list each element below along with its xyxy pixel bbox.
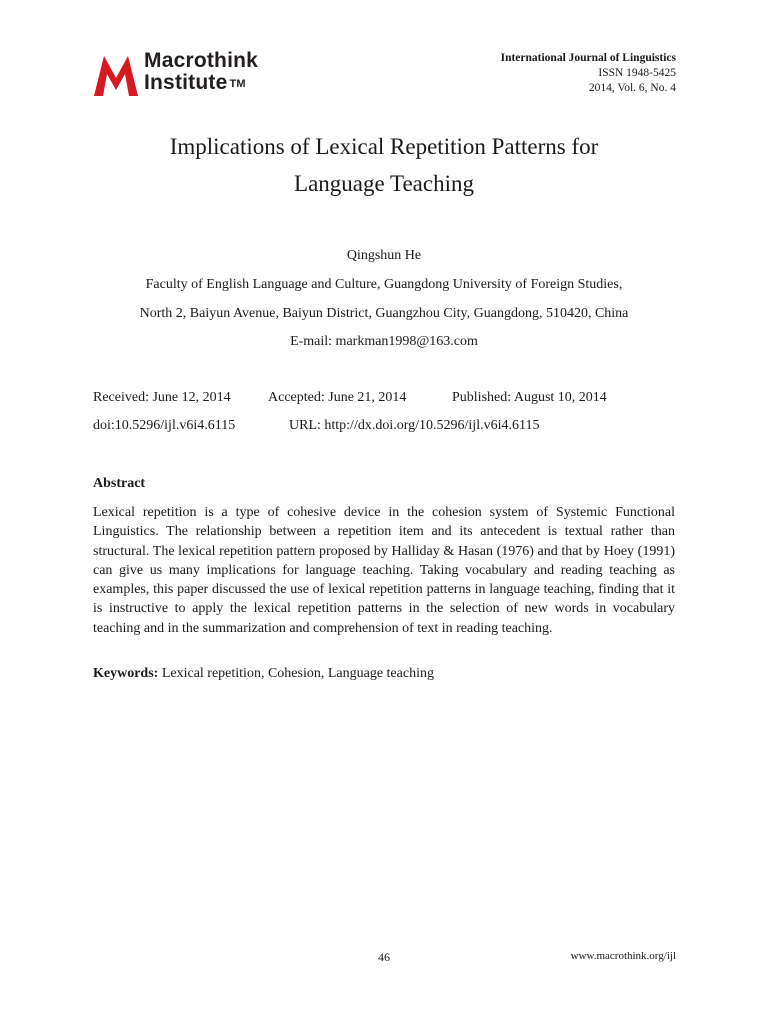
affiliation-line-1: Faculty of English Language and Culture, Guangdong University of Foreign Studies,: [145, 277, 623, 292]
keywords: [93, 666, 434, 682]
journal-info: [501, 51, 676, 96]
abstract-heading: Abstract: [93, 476, 146, 491]
title-line-2: Language Teaching: [294, 171, 474, 196]
keywords-label: Keywords:: [93, 666, 159, 681]
logo-line-2: Institute ™: [144, 71, 246, 94]
accepted-date: Accepted: June 21, 2014: [268, 390, 407, 405]
footer-url[interactable]: www.macrothink.org/ijl: [570, 950, 676, 962]
journal-name: International Journal of Linguistics: [500, 52, 676, 64]
author-email: E-mail: markman1998@163.com: [290, 334, 478, 349]
keywords-text: Lexical repetition, Cohesion, Language teaching: [161, 666, 434, 681]
journal-issue: 2014, Vol. 6, No. 4: [588, 82, 676, 94]
logo-wordmark: [144, 50, 258, 94]
received-date: Received: June 12, 2014: [93, 390, 231, 405]
title-line-1: Implications of Lexical Repetition Patterns for: [169, 134, 599, 159]
page-number: 46: [378, 950, 390, 964]
doi-url[interactable]: URL: http://dx.doi.org/10.5296/ijl.v6i4.6115: [289, 418, 540, 433]
trademark-mark: TM: [229, 78, 246, 90]
doi: doi:10.5296/ijl.v6i4.6115: [93, 418, 236, 433]
abstract-text: Lexical repetition is a type of cohesive device in the cohesion system of Systemic Functional Linguistics. The relationship between a repetition item and its antecedent is textual rather than structural. The lexical repetition pattern proposed by Halliday & Hasan (1976) and that by Hoey (1991) can give us many implications for language teaching. Taking vocabulary and reading teaching as examples, this paper discussed the use of lexical repetition patterns in language teaching, finding that it is instructive to apply the lexical repetition patterns in the selection of new words in vocabulary teaching and in the summarization and comprehension of text in reading teaching.: [93, 505, 675, 636]
journal-issn: ISSN 1948-5425: [598, 67, 676, 79]
author-name: Qingshun He: [346, 248, 422, 263]
logo-line-1: Macrothink: [144, 49, 259, 72]
affiliation-line-2: North 2, Baiyun Avenue, Baiyun District, Guangzhou City, Guangdong, 510420, China: [139, 306, 629, 321]
paper-title: [0, 128, 768, 202]
published-date: Published: August 10, 2014: [452, 390, 607, 405]
macrothink-m-icon: [92, 52, 140, 96]
publisher-logo: [92, 46, 292, 102]
